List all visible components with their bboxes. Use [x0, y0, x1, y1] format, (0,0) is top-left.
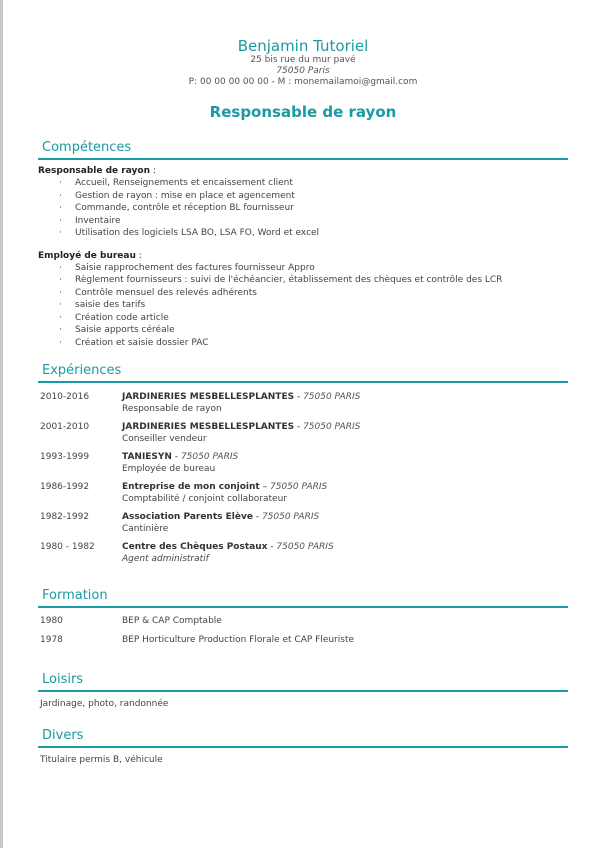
competence-group-name: Responsable de rayon	[38, 166, 150, 176]
experience-entry	[38, 481, 568, 505]
city-line: 75050 Paris	[276, 66, 330, 76]
formation-label: BEP Horticulture Production Florale et CAP Fleuriste	[122, 635, 355, 645]
experience-entry	[38, 541, 568, 565]
experience-role: Agent administratif	[122, 554, 209, 564]
experience-date: 2010-2016	[40, 392, 90, 402]
competence-group	[38, 165, 568, 240]
experience-body	[122, 481, 327, 505]
competence-item	[59, 227, 568, 240]
competence-item	[59, 337, 568, 350]
experience-body	[122, 511, 319, 535]
competence-item	[59, 274, 568, 287]
experience-location: 75050 PARIS	[261, 512, 320, 522]
bullet-icon: ·	[59, 215, 62, 226]
experience-company: Entreprise de mon conjoint	[122, 482, 260, 492]
bullet-icon: ·	[59, 203, 62, 213]
competence-item	[59, 177, 568, 190]
formation-entry	[38, 634, 568, 646]
competence-group-suffix: :	[135, 250, 142, 261]
experience-company: JARDINERIES MESBELLESPLANTES	[122, 392, 295, 402]
competence-item-text: Création et saisie dossier PAC	[75, 337, 209, 348]
competence-item	[59, 287, 568, 300]
cv-header	[71, 0, 535, 88]
formation-entry	[38, 615, 568, 627]
bullet-icon: ·	[59, 228, 62, 238]
experience-list	[38, 391, 568, 565]
experience-body	[122, 391, 360, 415]
competence-item	[59, 299, 568, 312]
bullet-icon: ·	[59, 275, 62, 285]
section-competences	[38, 140, 568, 349]
experience-location: 75050 PARIS	[303, 392, 361, 402]
divers-text: Titulaire permis B, véhicule	[40, 755, 163, 765]
experience-separator: -	[171, 452, 181, 462]
competence-item-text: Saisie rapprochement des factures fournisseur Appro	[75, 262, 315, 273]
section-divers	[38, 728, 568, 766]
bullet-icon: ·	[59, 178, 62, 188]
section-title: Divers	[42, 728, 84, 743]
competence-item-text: saisie des tarifs	[75, 300, 146, 310]
competence-item	[59, 262, 568, 275]
bullet-icon: ·	[59, 190, 62, 201]
competence-item	[59, 324, 568, 337]
bullet-icon: ·	[59, 312, 62, 323]
bullet-icon: ·	[59, 325, 62, 335]
experience-location: 75050 PARIS	[269, 482, 328, 492]
experience-date: 1993-1999	[40, 452, 90, 462]
competence-item	[59, 215, 568, 228]
experience-body	[122, 421, 360, 445]
experience-location: 75050 PARIS	[180, 452, 239, 462]
section-title: Loisirs	[42, 672, 84, 687]
loisirs-text: Jardinage, photo, randonnée	[40, 699, 169, 709]
section-divider	[38, 746, 568, 748]
section-formation	[38, 588, 568, 646]
candidate-name: Benjamin Tutoriel	[237, 37, 369, 55]
experience-entry	[38, 511, 568, 535]
cv-page	[38, 0, 568, 766]
experience-separator: –	[259, 482, 270, 492]
section-divider	[38, 158, 568, 160]
address-line: 25 bis rue du mur pavé	[250, 55, 356, 65]
experience-role: Responsable de rayon	[122, 404, 222, 414]
competence-list	[38, 262, 568, 350]
competence-item-text: Accueil, Renseignements et encaissement client	[75, 178, 293, 188]
experience-company: TANIESYN	[122, 452, 172, 462]
competence-item-text: Commande, contrôle et réception BL fournisseur	[75, 203, 294, 213]
formation-date: 1980	[40, 616, 63, 626]
experience-company: Centre des Chèques Postaux	[122, 542, 268, 552]
competence-item	[59, 312, 568, 325]
competence-item-text: Contrôle mensuel des relevés adhérents	[75, 287, 257, 298]
experience-entry	[38, 451, 568, 475]
section-loisirs	[38, 672, 568, 710]
competence-group	[38, 250, 568, 350]
experience-date: 2001-2010	[40, 422, 90, 432]
experience-separator: -	[252, 512, 262, 522]
section-divider	[38, 690, 568, 692]
experience-entry	[38, 421, 568, 445]
section-title: Compétences	[42, 140, 132, 155]
bullet-icon: ·	[59, 262, 62, 273]
competence-item-text: Inventaire	[75, 215, 121, 226]
experience-entry	[38, 391, 568, 415]
experience-location: 75050 PARIS	[276, 542, 334, 552]
experience-role: Conseiller vendeur	[122, 434, 207, 444]
competence-group-suffix: :	[150, 166, 156, 176]
section-divider	[38, 381, 568, 383]
experience-location: 75050 PARIS	[303, 422, 361, 432]
competence-item-text: Utilisation des logiciels LSA BO, LSA FO, Word et excel	[75, 228, 320, 238]
experience-body	[122, 451, 238, 475]
experience-company: JARDINERIES MESBELLESPLANTES	[122, 422, 295, 432]
experience-body	[122, 541, 334, 565]
competence-item-text: Saisie apports céréale	[75, 325, 175, 335]
competence-group-name: Employé de bureau	[38, 250, 136, 261]
experience-separator: -	[294, 392, 304, 402]
experience-role: Cantinière	[122, 524, 169, 534]
experience-separator: -	[267, 542, 277, 552]
page-left-border	[0, 0, 3, 848]
formation-label: BEP & CAP Comptable	[122, 616, 222, 626]
bullet-icon: ·	[59, 287, 62, 298]
competence-group-title	[38, 250, 568, 262]
competence-item	[59, 202, 568, 215]
experience-role: Employée de bureau	[122, 464, 216, 474]
competence-group-title	[38, 165, 568, 177]
formation-date: 1978	[40, 635, 63, 645]
competence-item-text: Règlement fournisseurs : suivi de l'échéancier, établissement des chèques et contrôle des LCR	[75, 275, 503, 285]
bullet-icon: ·	[59, 300, 62, 310]
job-title: Responsable de rayon	[209, 103, 397, 121]
competence-list	[38, 177, 568, 240]
competence-item-text: Création code article	[75, 312, 169, 323]
contact-line: P: 00 00 00 00 00 - M : monemailamoi@gmail.com	[188, 77, 418, 87]
experience-role: Comptabilité / conjoint collaborateur	[122, 494, 287, 504]
experience-separator: -	[294, 422, 304, 432]
section-title: Expériences	[42, 363, 122, 378]
experience-date: 1986-1992	[40, 482, 90, 492]
experience-date: 1982-1992	[40, 512, 90, 522]
section-experiences	[38, 363, 568, 565]
formation-list	[38, 615, 568, 646]
bullet-icon: ·	[59, 337, 62, 348]
experience-company: Association Parents Elève	[122, 512, 253, 522]
competence-item	[59, 190, 568, 203]
competence-item-text: Gestion de rayon : mise en place et agencement	[75, 190, 295, 201]
section-divider	[38, 606, 568, 608]
experience-date: 1980 - 1982	[40, 542, 95, 552]
section-title: Formation	[42, 588, 108, 603]
